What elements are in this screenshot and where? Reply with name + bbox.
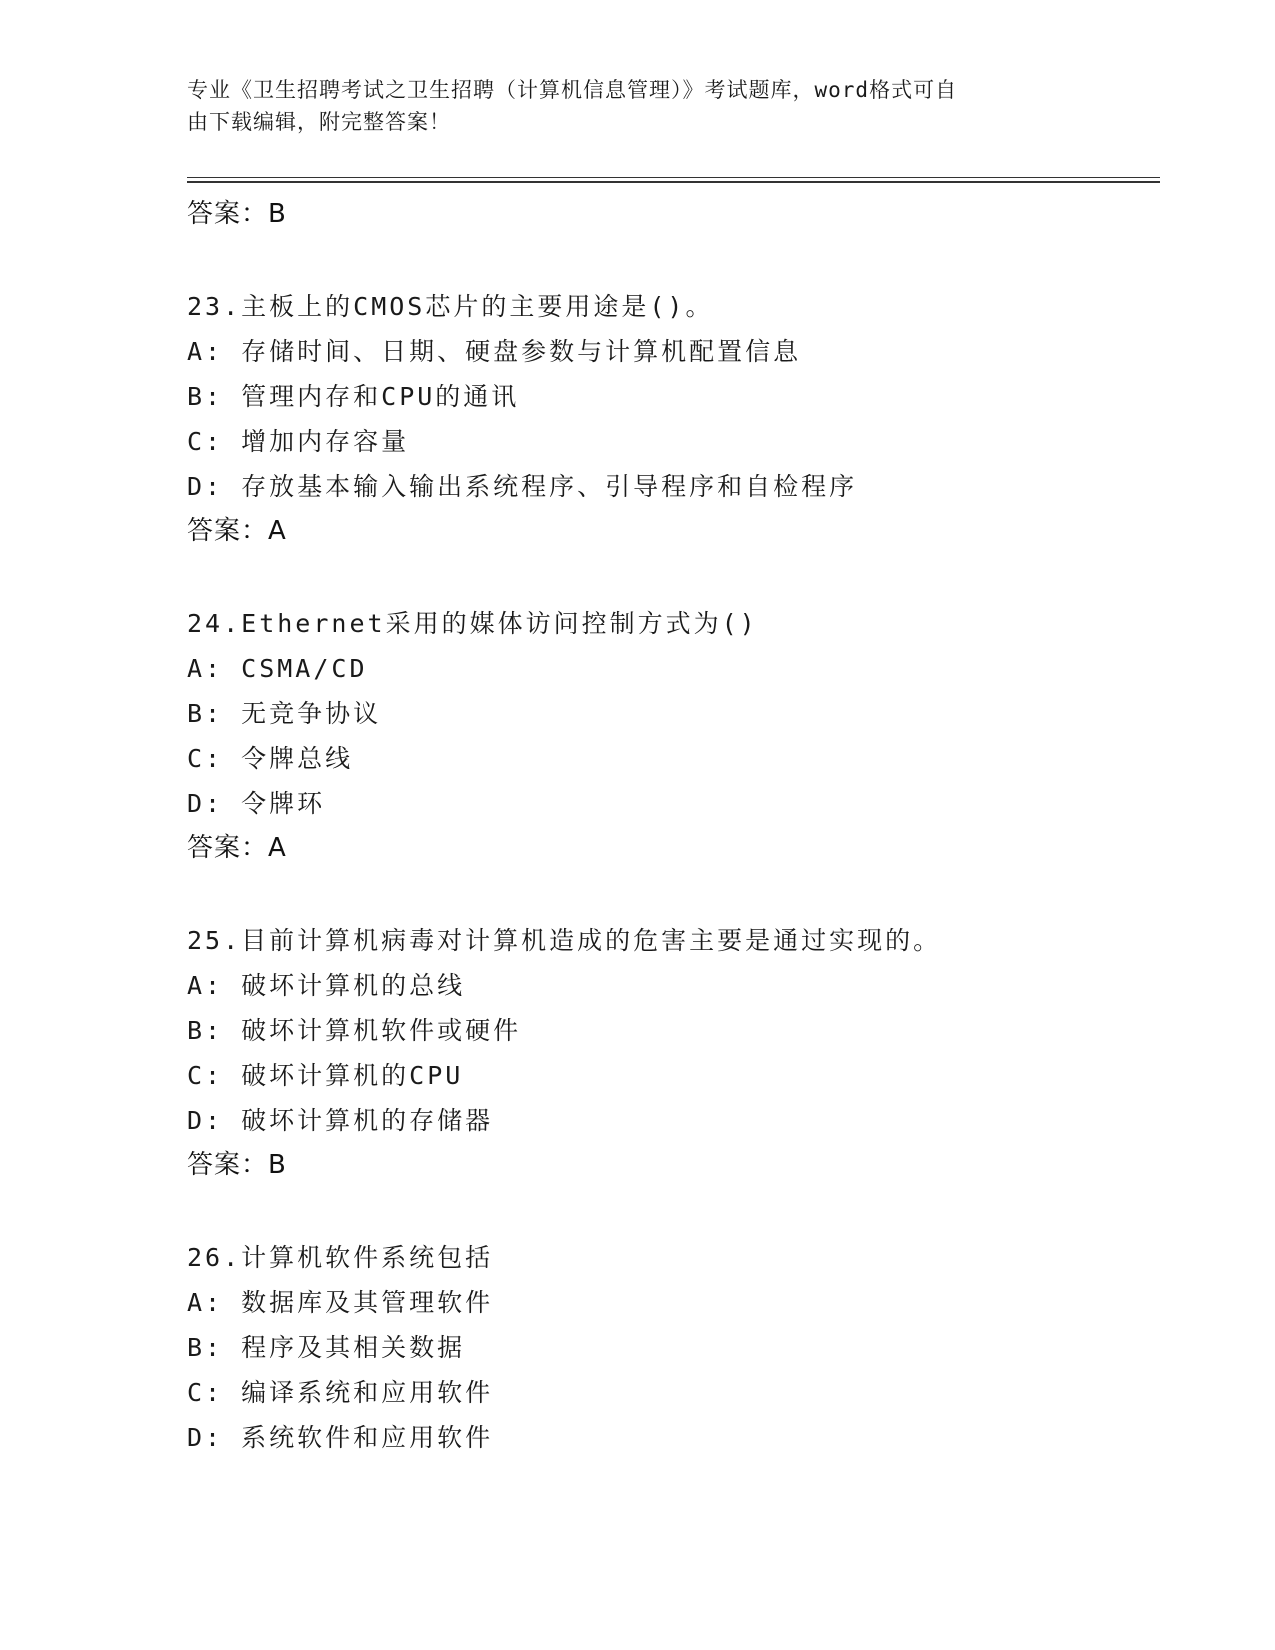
option-d: D: 系统软件和应用软件 — [187, 1423, 494, 1452]
question-23 — [187, 284, 1147, 554]
spacer — [187, 1188, 1147, 1235]
header-divider-thin — [187, 177, 1160, 178]
spacer — [187, 871, 1147, 918]
question-stem: 25.目前计算机病毒对计算机造成的危害主要是通过实现的。 — [187, 926, 942, 955]
option-d: D: 令牌环 — [187, 789, 326, 818]
question-stem: 26.计算机软件系统包括 — [187, 1243, 494, 1272]
header-divider-thick — [187, 181, 1160, 183]
header-line-1: 专业《卫生招聘考试之卫生招聘（计算机信息管理）》考试题库，word格式可自 — [187, 78, 958, 102]
answer: 答案：A — [187, 833, 287, 863]
option-b: B: 破坏计算机软件或硬件 — [187, 1016, 522, 1045]
answer-prev: 答案：B — [187, 199, 287, 229]
option-d: D: 存放基本输入输出系统程序、引导程序和自检程序 — [187, 472, 858, 501]
spacer — [187, 237, 1147, 284]
question-26 — [187, 1235, 1147, 1460]
question-list — [187, 192, 1147, 1460]
option-b: B: 无竞争协议 — [187, 699, 382, 728]
option-a: A: 存储时间、日期、硬盘参数与计算机配置信息 — [187, 337, 802, 366]
option-b: B: 管理内存和CPU的通讯 — [187, 382, 520, 411]
document-header — [187, 74, 1067, 138]
spacer — [187, 554, 1147, 601]
option-c: C: 增加内存容量 — [187, 427, 410, 456]
option-c: C: 令牌总线 — [187, 744, 354, 773]
option-b: B: 程序及其相关数据 — [187, 1333, 466, 1362]
option-d: D: 破坏计算机的存储器 — [187, 1106, 494, 1135]
option-a: A: CSMA/CD — [187, 654, 368, 683]
question-stem: 23.主板上的CMOS芯片的主要用途是()。 — [187, 292, 714, 321]
question-25 — [187, 918, 1147, 1188]
option-a: A: 数据库及其管理软件 — [187, 1288, 494, 1317]
option-c: C: 破坏计算机的CPU — [187, 1061, 464, 1090]
header-line-2: 由下载编辑，附完整答案！ — [187, 110, 451, 134]
question-stem: 24.Ethernet采用的媒体访问控制方式为() — [187, 609, 758, 638]
answer: 答案：A — [187, 516, 287, 546]
question-24 — [187, 601, 1147, 871]
answer: 答案：B — [187, 1150, 287, 1180]
option-c: C: 编译系统和应用软件 — [187, 1378, 494, 1407]
option-a: A: 破坏计算机的总线 — [187, 971, 466, 1000]
